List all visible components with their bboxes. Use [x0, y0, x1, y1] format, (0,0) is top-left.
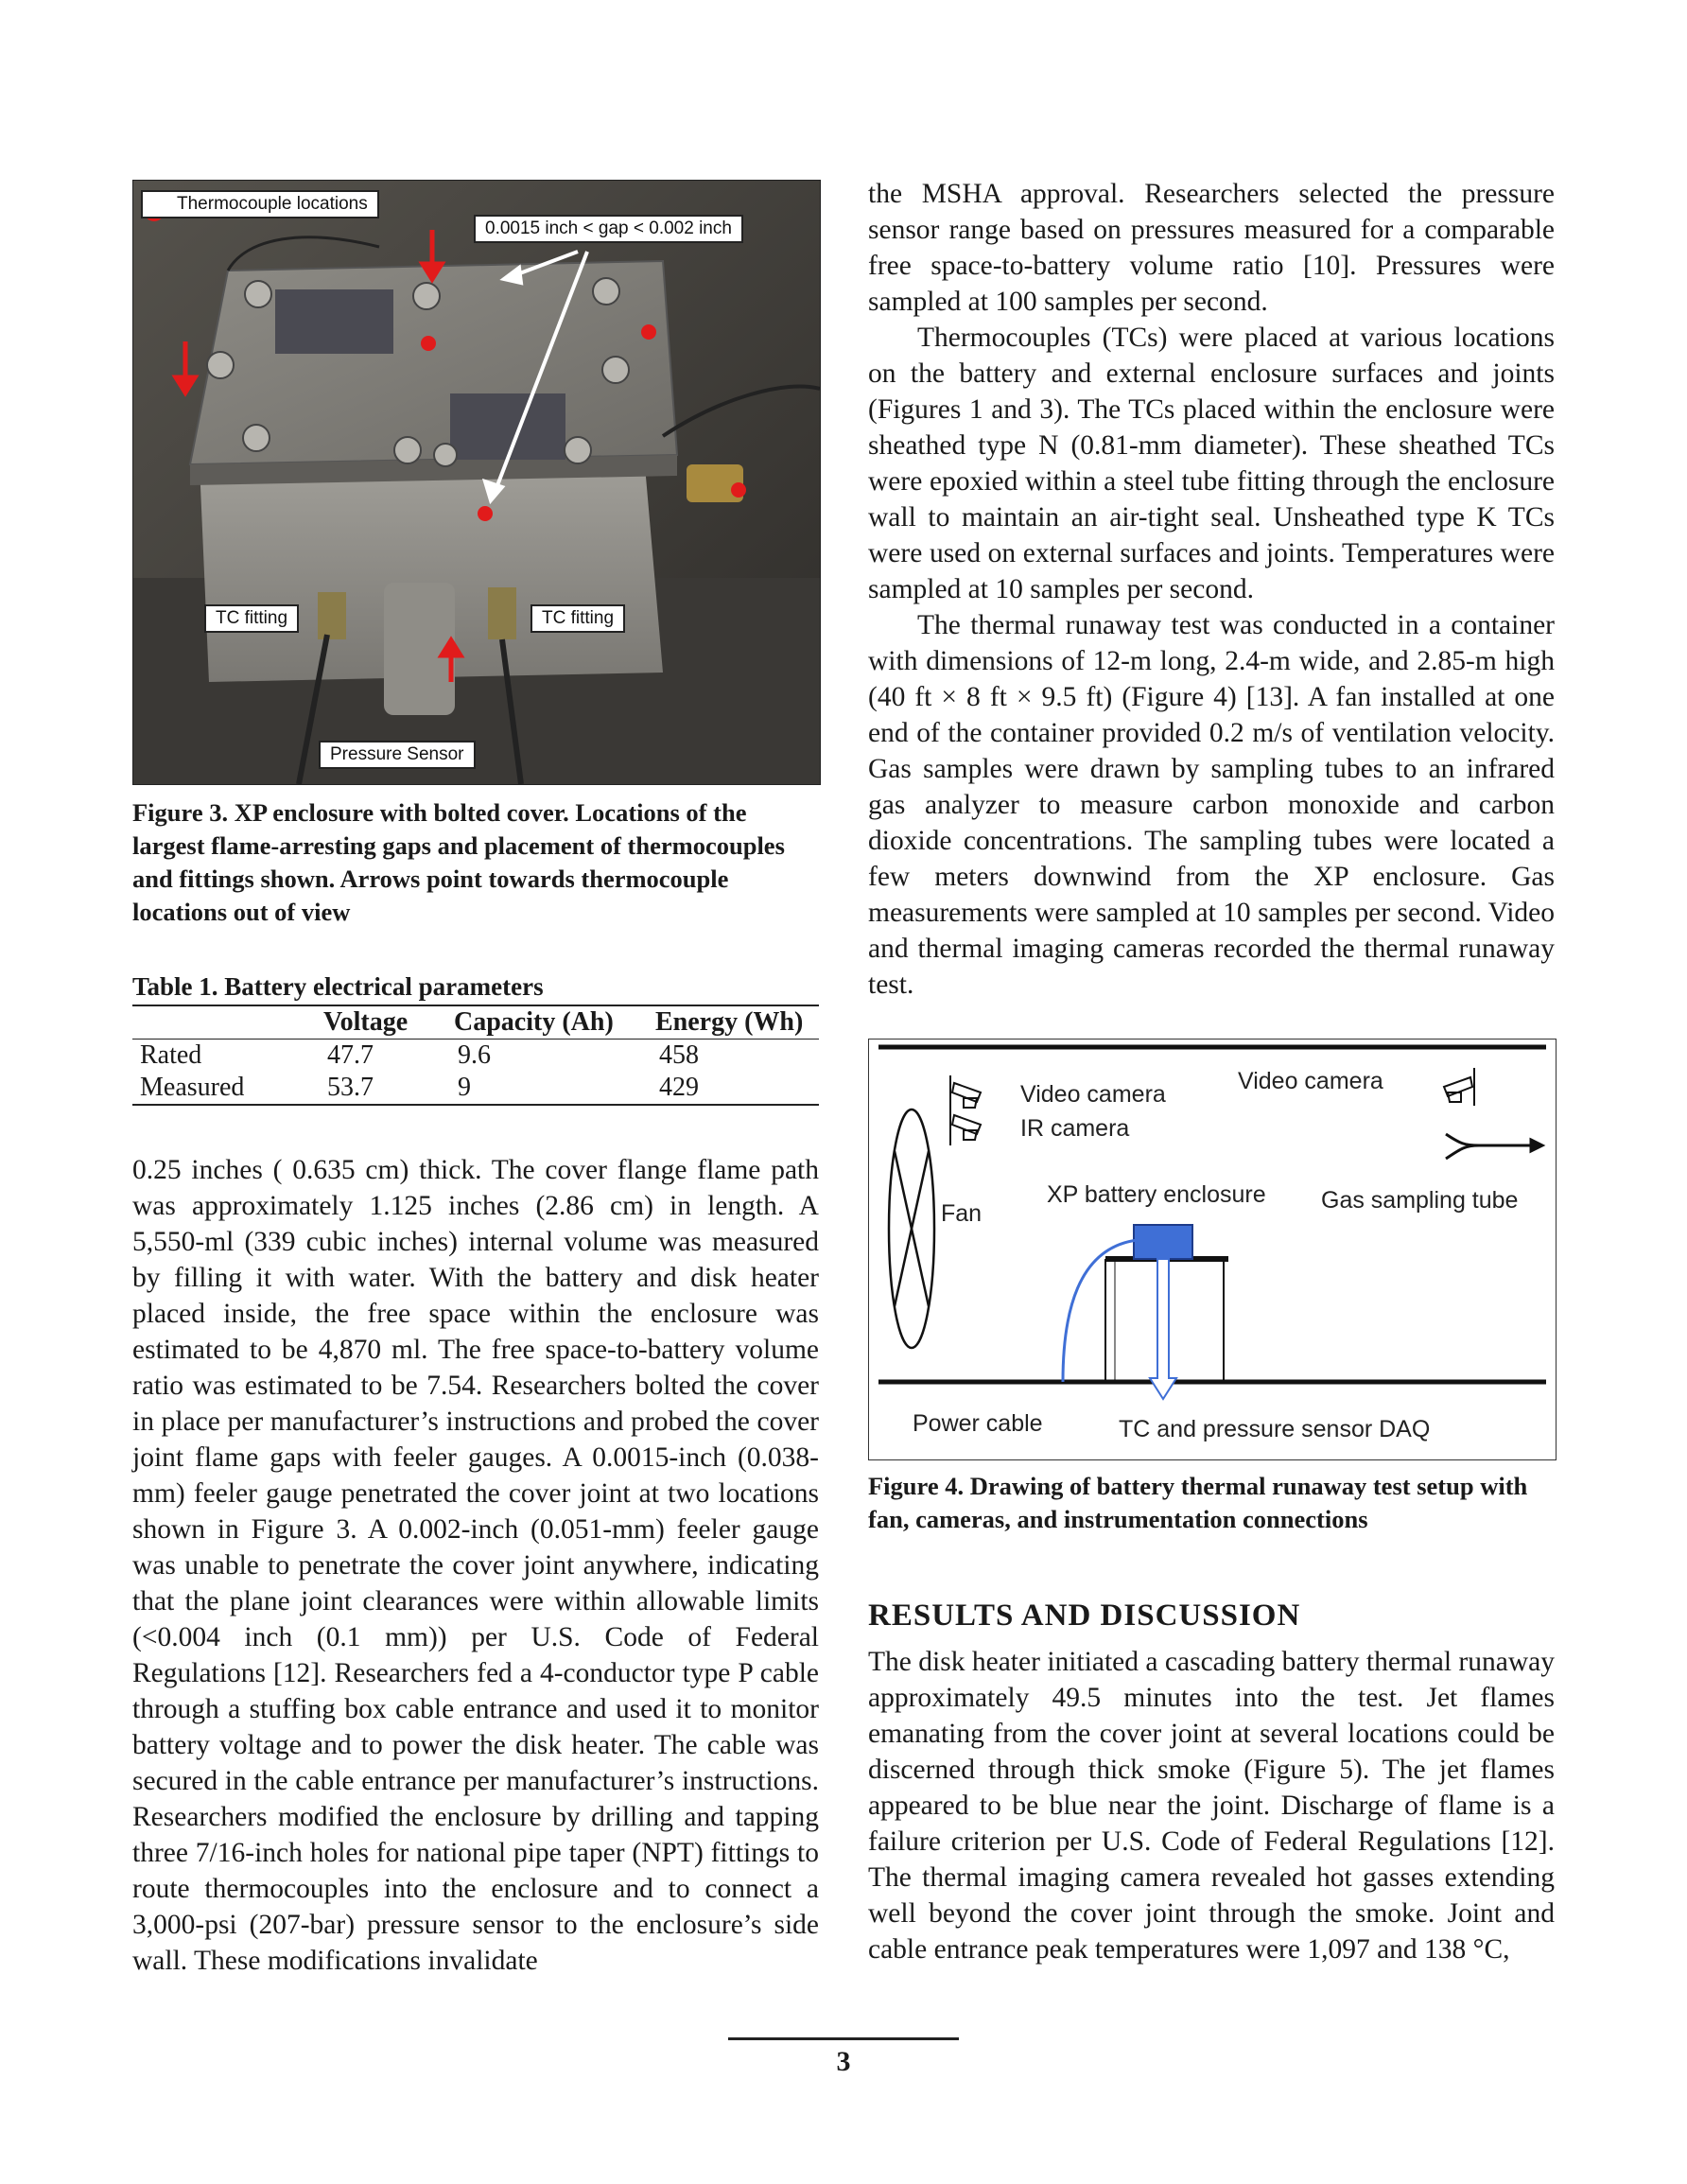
enclosure-photo-illustration: [133, 181, 820, 784]
table-cell: 429: [659, 1073, 699, 1102]
table-cell: 53.7: [327, 1073, 374, 1102]
video-camera-left-label: Video camera: [1020, 1081, 1166, 1108]
table-cell: 458: [659, 1040, 699, 1070]
results-body-text: [868, 1644, 1555, 1967]
gap-label: 0.0015 inch < gap < 0.002 inch: [474, 215, 743, 243]
tc-fitting-right-label: TC fitting: [530, 604, 625, 633]
paragraph: Thermocouples (TCs) were placed at various locations on the battery and external enclosure surfaces and joints (Figures 1 and 3). The TCs placed within the enclosure were sheathed type N (0.81-mm diameter). These sheathed TCs were epoxied within a steel tube fitting through the enclosure wall to maintain an air-tight seal. Unsheathed type K TCs were used on external surfaces and joints. Temperatures were sampled at 10 samples per second.: [868, 323, 1555, 604]
xp-enclosure-shape: [1134, 1225, 1192, 1259]
ir-camera-icon: [952, 1115, 981, 1140]
table-header-cell: Capacity (Ah): [454, 1007, 614, 1037]
paragraph: The thermal runaway test was conducted in a container with dimensions of 12-m long, 2.4-m wide, and 2.85-m high (40 ft × 8 ft × 9.5 ft) (Figure 4) [13]. A fan installed at one end of the container provided 0.2 m/s of ventilation velocity. Gas samples were drawn by sampling tubes to an infrared gas analyzer to measure carbon monoxide and carbon dioxide concentrations. The sampling tubes were located a few meters downwind from the XP enclosure. Gas measurements were sampled at 10 samples per second. Video and thermal imaging cameras recorded the thermal runaway test.: [868, 610, 1555, 1000]
figure3-photo: [132, 180, 821, 785]
tc-fitting-left-label: TC fitting: [204, 604, 299, 633]
table-row: [132, 1072, 819, 1105]
figure3-caption: Figure 3. XP enclosure with bolted cover. Locations of the largest flame-arresting gaps and placement of thermocouples and fittings shown. Arrows point towards thermocouple locations out of view: [132, 798, 785, 926]
ir-camera-label: IR camera: [1020, 1115, 1130, 1142]
table-header-cell: [132, 1005, 320, 1040]
video-camera-right-label: Video camera: [1238, 1068, 1383, 1094]
table-header-row: [132, 1005, 819, 1040]
paragraph: the MSHA approval. Researchers selected the pressure sensor range based on pressures measured for a comparable free space-to-battery volume ratio [10]. Pressures were sampled at 100 samples per second.: [868, 179, 1555, 317]
footer-rule: [728, 2037, 959, 2040]
paragraph: 0.25 inches ( 0.635 cm) thick. The cover flange flame path was approximately 1.125 inches (2.86 cm) in length. A 5,550-ml (339 cubic inches) internal volume was measured by filling it with water. With the battery and disk heater placed inside, the free space within the enclosure was estimated to be 4,870 ml. The free space-to-battery volume ratio was estimated to be 7.54. Researchers bolted the cover in place per manufacturer’s instructions and probed the cover joint flame gaps with feeler gauges. A 0.0015-inch (0.038-mm) feeler gauge penetrated the cover joint at two locations shown in Figure 3. A 0.002-inch (0.051-mm) feeler gauge was unable to penetrate the cover joint anywhere, indicating that the plane joint clearances were within allowable limits (<0.004 inch (0.1 mm)) per U.S. Code of Federal Regulations [12]. Researchers fed a 4-conductor type P cable through a stuffing box cable entrance and used it to monitor battery voltage and to power the disk heater. The cable was secured in the cable entrance per manufacturer’s instructions. Researchers modified the enclosure by drilling and tapping three 7/16-inch holes for national pipe taper (NPT) fittings to route thermocouples into the enclosure and to connect a 3,000-psi (207-bar) pressure sensor to the enclosure’s side wall. These modifications invalidate: [132, 1155, 819, 1976]
page-number: 3: [836, 2046, 851, 2077]
pressure-sensor-label: Pressure Sensor: [319, 741, 476, 769]
battery-parameters-table: [132, 1005, 819, 1106]
power-cable-label: Power cable: [913, 1410, 1043, 1437]
gas-sampling-tube-label: Gas sampling tube: [1321, 1187, 1519, 1214]
figure4-caption: Figure 4. Drawing of battery thermal runaway test setup with fan, cameras, and instrumentation connections: [868, 1472, 1528, 1533]
table-cell: 9.6: [458, 1040, 491, 1070]
table-cell: Measured: [140, 1073, 245, 1102]
daq-arrow: [1150, 1259, 1176, 1399]
xp-enclosure-label: XP battery enclosure: [1047, 1181, 1266, 1208]
right-body-text: [868, 176, 1555, 1003]
table1: [132, 969, 819, 1106]
gas-sampling-tube-icon: [1446, 1134, 1542, 1159]
section-heading: RESULTS AND DISCUSSION: [868, 1599, 1301, 1633]
table-row: [132, 1040, 819, 1073]
figure4-diagram: [868, 1039, 1557, 1460]
table-cell: 9: [458, 1073, 471, 1102]
paragraph: The disk heater initiated a cascading battery thermal runaway approximately 49.5 minutes into the test. Jet flames emanating from the cover joint at several locations could be discerned through thick smoke (Figure 5). The jet flames appeared to be blue near the joint. Discharge of flame is a failure criterion per U.S. Code of Federal Regulations [12]. The thermal imaging camera revealed hot gasses extending well beyond the cover joint through the smoke. Joint and cable entrance peak temperatures were 1,097 and 138 °C,: [868, 1647, 1555, 1965]
test-setup-drawing: [869, 1040, 1556, 1459]
table1-caption: Table 1. Battery electrical parameters: [132, 972, 544, 1001]
fan-label: Fan: [941, 1200, 983, 1227]
table-cell: 47.7: [327, 1040, 374, 1070]
table-cell: Rated: [140, 1040, 202, 1070]
table-header-cell: Energy (Wh): [655, 1007, 804, 1037]
daq-label: TC and pressure sensor DAQ: [1119, 1416, 1431, 1442]
left-body-text: [132, 1152, 819, 1979]
table-header-cell: Voltage: [323, 1007, 409, 1037]
video-camera-right-icon: [1444, 1068, 1474, 1106]
thermocouple-legend-label: Thermocouple locations: [141, 190, 379, 218]
